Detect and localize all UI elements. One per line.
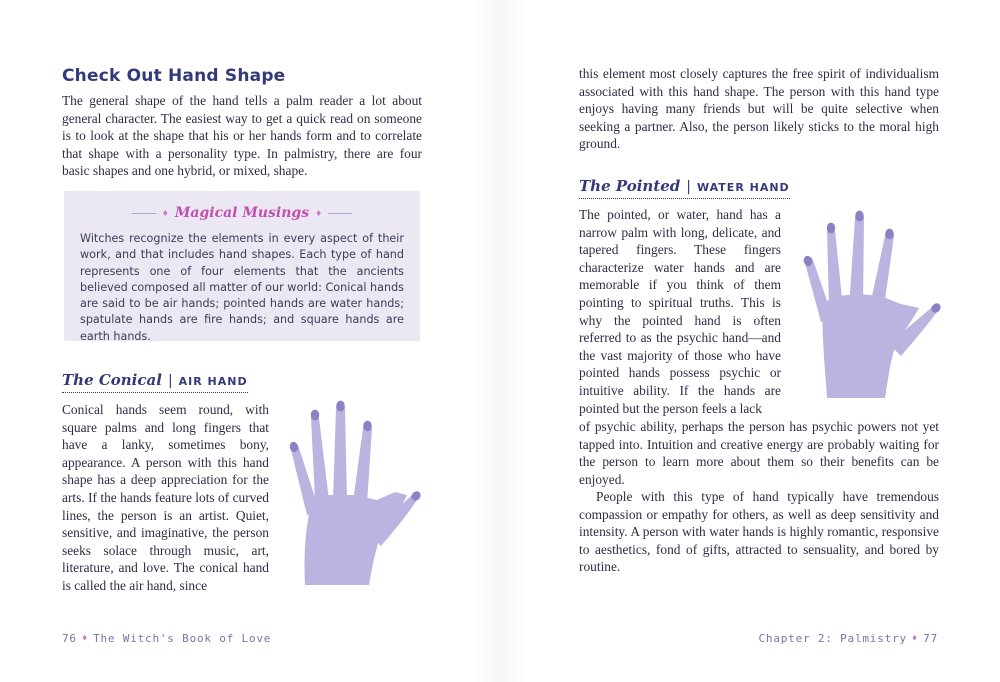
heading-separator: | [167,373,173,389]
section-heading: Check Out Hand Shape [62,66,286,86]
intro-paragraph: The general shape of the hand tells a palm reader a lot about general character. The easiest way to get a quick read on someone is to look at the shape that his or her hands form and to correlate that shape with a personality type. In palmistry, there are four basic shapes and one hybrid, or mixed, shape. [62,93,422,179]
pointed-paragraph-wrapped: The pointed, or water, hand has a narrow palm with long, delicate, and tapered fingers. These fingers characterize water hands and are memorable if you think of them pointing to spiritual truths. This is why the pointed hand is often referred to as the psychic hand—and the vast majority of those who have pointed hands possess psychic or intuitive ability. If the hands are pointed but the person feels a lack [579,207,781,416]
left-page-footer [62,632,271,645]
sidebar-title: Magical Musings [174,205,310,221]
ornament-line-left [132,213,156,214]
magical-musings-sidebar [64,191,420,341]
diamond-icon: ♦ [81,633,89,644]
conical-paragraph: Conical hands seem round, with square palms and long fingers that have a lanky, sometimes bony, appearance. A person with this hand shape has a deep appreciation for the arts. If the hands feature lots of curved lines, the person is an artist. Quiet, sensitive, and imaginative, the person seeks solace through music, art, literature, and love. The conical hand is called the air hand, since [62,402,269,593]
conical-hand-heading [62,371,248,393]
diamond-icon: ♦ [162,207,168,219]
pointed-script-title: The Pointed [579,177,681,195]
continuation-paragraph: this element most closely captures the free spirit of individualism associated with this hand shape. The person with this hand type enjoys having many friends but will be quite selective when seeking a partner. Also, the person likely sticks to the moral high ground. [579,66,939,152]
heading-separator: | [686,179,691,195]
diamond-icon: ♦ [316,207,322,219]
right-page [500,0,1000,682]
sidebar-title-row [64,203,420,223]
page-number: 77 [923,632,938,645]
right-page-footer [758,632,938,645]
pointed-hand-heading [579,177,790,199]
raised-hand-icon-conical [285,400,425,590]
ornament-line-right [328,213,352,214]
sidebar-text: Witches recognize the elements in every aspect of their work, and that includes hand shapes. Each type of hand represents one of four elements that the ancients believed composed all matter of our world: Conical hands are said to be air hands; pointed hands are water hands; spatulate hands are fire hands; and square hands are earth hands. [80,232,404,343]
conical-script-title: The Conical [62,371,162,389]
pointed-subtitle: WATER HAND [697,181,790,194]
page-number: 76 [62,632,77,645]
chapter-title: Chapter 2: Palmistry [758,632,907,645]
diamond-icon: ♦ [911,633,919,644]
pointed-paragraph-full: of psychic ability, perhaps the person has psychic powers not yet tapped into. Intuition and creative energy are probably waiting for the person to learn more about them so their benefits can be enjoyed. [579,419,939,487]
book-title: The Witch's Book of Love [93,632,272,645]
pointed-paragraph-2: People with this type of hand typically have tremendous compassion or empathy for others, as well as deep sensitivity and intensity. A person with water hands is highly romantic, responsive to aesthetics, fond of gifts, attracted to sensuality, and bored by routine. [579,489,939,575]
conical-subtitle: AIR HAND [178,375,248,388]
raised-hand-icon-pointed [797,208,947,400]
